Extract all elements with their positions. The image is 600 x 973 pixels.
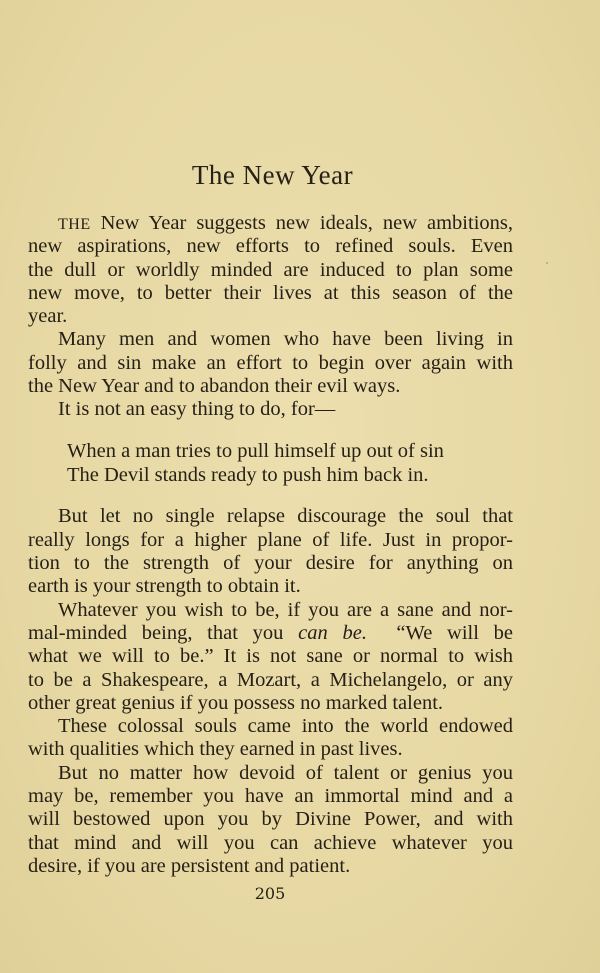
verse — [28, 440, 513, 487]
text-line: tion to the strength of your desire for anything on — [28, 552, 513, 575]
text-line: desire, if you are persistent and patient. — [28, 854, 351, 877]
text-line: earth is your strength to obtain it. — [28, 575, 301, 598]
paragraph — [28, 505, 513, 598]
line-text: “We will be — [366, 621, 514, 644]
paragraph — [28, 398, 513, 421]
text-line: with qualities which they earned in past lives. — [28, 738, 403, 761]
paper-speck — [546, 262, 548, 264]
text-line: new move, to better their lives at this season of the — [28, 281, 513, 304]
paragraph — [28, 212, 513, 328]
text-line: year. — [28, 305, 68, 328]
text-line: Whatever you wish to be, if you are a sane and nor- — [58, 598, 513, 621]
text-line: that mind and will you can achieve whatever you — [28, 831, 513, 854]
text-line: other great genius if you possess no marked talent. — [28, 691, 444, 714]
text-line: may be, remember you have an immortal mind and a — [28, 785, 513, 808]
text-line: will bestowed upon you by Divine Power, and with — [28, 808, 513, 831]
text-line: to be a Shakespeare, a Mozart, a Michelangelo, or any — [28, 668, 513, 691]
paragraph — [28, 762, 513, 878]
italic-text: can be. — [298, 621, 367, 644]
text-line: It is not an easy thing to do, for— — [58, 398, 336, 421]
text-line: When a man tries to pull himself up out of sin — [67, 440, 444, 463]
line-text: New Year suggests new ideals, new ambitions, — [90, 212, 513, 234]
line-text: mal-minded being, that you — [28, 621, 299, 644]
text-line: really longs for a higher plane of life. Just in propor- — [28, 528, 513, 551]
chapter-body — [28, 212, 513, 878]
text-line: The Devil stands ready to push him back in. — [67, 463, 429, 486]
text-line — [28, 622, 513, 645]
text-line — [28, 212, 513, 235]
text-line: But let no single relapse discourage the soul that — [58, 505, 513, 528]
text-line: what we will to be.” It is not sane or normal to wish — [28, 645, 513, 668]
paragraph — [28, 715, 513, 762]
text-line: These colossal souls came into the world endowed — [58, 715, 513, 738]
paragraph — [28, 328, 513, 398]
text-line: the New Year and to abandon their evil ways. — [28, 375, 401, 398]
chapter-title: The New Year — [191, 160, 354, 190]
text-line: But no matter how devoid of talent or genius you — [58, 761, 513, 784]
paragraph — [28, 599, 513, 715]
text-line: the dull or worldly minded are induced to plan some — [28, 258, 513, 281]
text-line: folly and sin make an effort to begin over again with — [28, 351, 513, 374]
small-caps-opening: THE — [58, 216, 91, 233]
text-line: Many men and women who have been living in — [58, 328, 513, 351]
text-line: new aspirations, new efforts to refined souls. Even — [28, 235, 513, 258]
page-number: 205 — [254, 884, 286, 903]
